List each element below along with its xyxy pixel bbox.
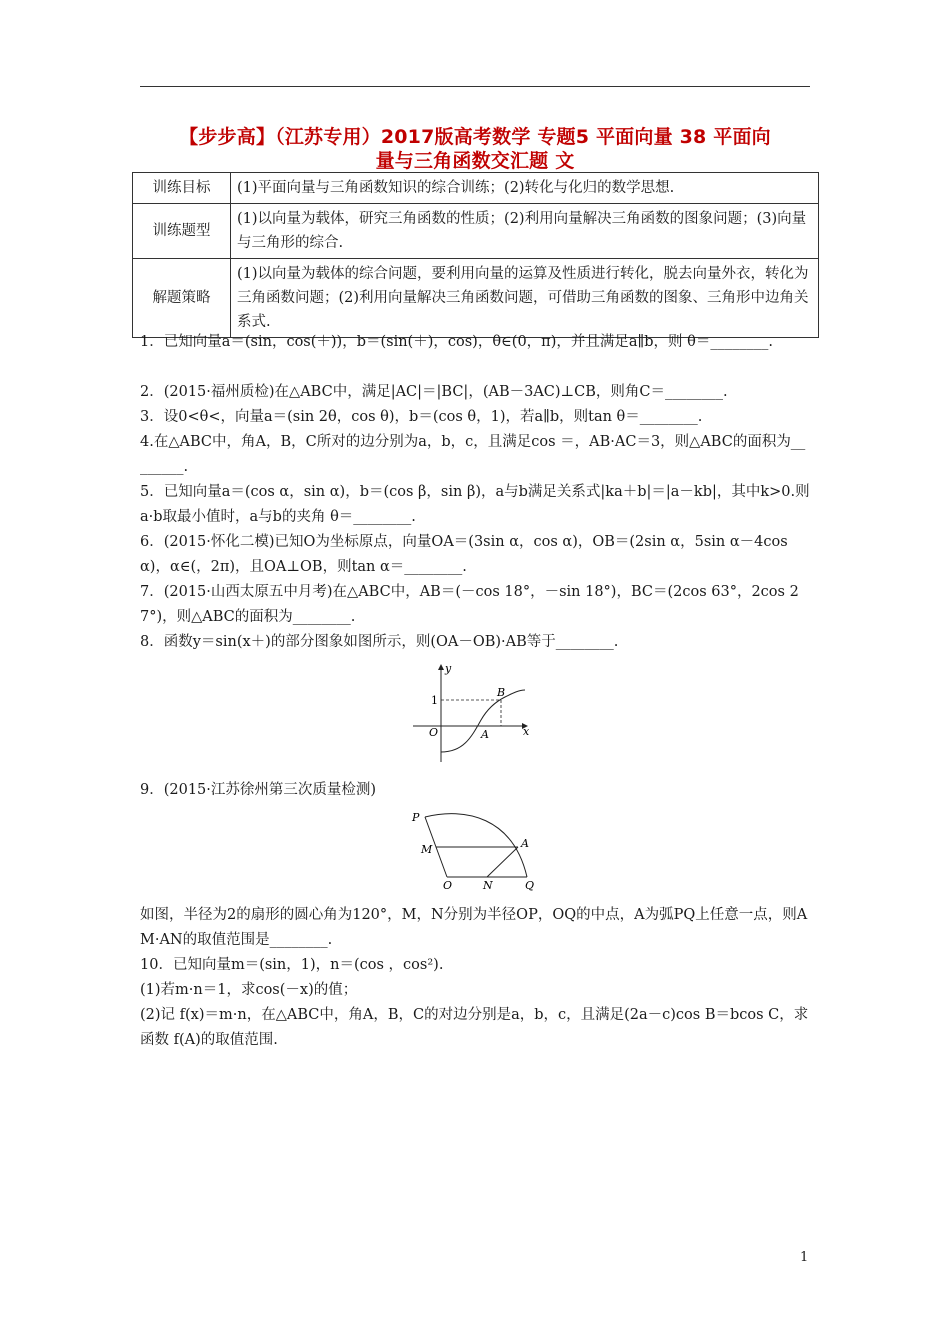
- segment-na: [487, 847, 518, 877]
- question-10: 10．已知向量m＝(sin，1)，n＝(cos ，cos²).: [140, 957, 444, 973]
- header-rule: [140, 86, 810, 87]
- table-row: [133, 204, 819, 259]
- row-content: (1)以向量为载体的综合问题，要利用向量的运算及性质进行转化，脱去向量外衣，转化为三角函数问题；(2)利用向量解决三角函数问题，可借助三角函数的图象、三角形中边角关系式.: [231, 259, 819, 338]
- question-9-body: 如图，半径为2的扇形的圆心角为120°，M，N分别为半径OP，OQ的中点，A为弧PQ上任意一点，则AM·AN的取值范围是________.: [140, 907, 808, 948]
- point-a-label: A: [521, 837, 529, 850]
- sine-graph-figure: [405, 660, 540, 770]
- row-label: 训练题型: [133, 204, 231, 259]
- document-title-line-1: 【步步高】（江苏专用）2017版高考数学 专题5 平面向量 38 平面向: [179, 126, 771, 148]
- question-10-part-1: (1)若m·n＝1，求cos(－x)的值；: [140, 982, 358, 998]
- table-row: [133, 173, 819, 204]
- training-info-table: [132, 172, 819, 338]
- question-6: 6．(2015·怀化二模)已知O为坐标原点，向量OA＝(3sin α，cos α)，OB＝(2sin α，5sin α－4cos α)，α∈(，2π)，且OA⊥OB，则tan α＝________.: [140, 534, 793, 575]
- question-3: 3．设0<θ<，向量a＝(sin 2θ，cos θ)，b＝(cos θ，1)，若a∥b，则tan θ＝________.: [140, 409, 703, 425]
- point-m-label: M: [421, 843, 433, 856]
- point-o-label: O: [443, 879, 453, 892]
- point-p-label: P: [412, 811, 420, 824]
- row-label: 解题策略: [133, 259, 231, 338]
- arc-pq: [425, 814, 527, 877]
- question-4: 4.在△ABC中，角A，B，C所对的边分别为a，b，c，且满足cos ＝，AB·AC＝3，则△ABC的面积为________.: [140, 434, 806, 475]
- question-2: 2．(2015·福州质检)在△ABC中，满足|AC|＝|BC|，(AB－3AC)⊥CB，则角C＝________.: [140, 384, 728, 400]
- question-7: 7．(2015·山西太原五中月考)在△ABC中，AB＝(－cos 18°，－sin 18°)，BC＝(2cos 63°，2cos 27°)，则△ABC的面积为________.: [140, 584, 799, 625]
- row-content: (1)以向量为载体，研究三角函数的性质；(2)利用向量解决三角函数的图象问题；(3)向量与三角形的综合.: [231, 204, 819, 259]
- page-number: 1: [800, 1250, 809, 1265]
- point-b-label: B: [497, 686, 506, 699]
- x-axis-label: x: [523, 725, 530, 738]
- point-a-label: A: [481, 728, 489, 741]
- point-q-label: Q: [525, 879, 535, 892]
- sector-figure: [405, 805, 545, 895]
- document-title-line-2: 量与三角函数交汇题 文: [375, 150, 575, 172]
- question-10-part-2: (2)记 f(x)＝m·n，在△ABC中，角A，B，C的对边分别是a，b，c，且满足(2a－c)cos B＝bcos C，求函数 f(A)的取值范围.: [140, 1007, 809, 1048]
- sine-curve: [441, 690, 525, 752]
- row-label: 训练目标: [133, 173, 231, 204]
- table-row: [133, 259, 819, 338]
- tick-label-1: 1: [431, 694, 438, 707]
- y-axis-label: y: [445, 662, 452, 675]
- question-1: 1．已知向量a＝(sin，cos(＋))，b＝(sin(＋)，cos)，θ∈(0，π)，并且满足a∥b，则 θ＝________.: [140, 334, 773, 350]
- row-content: (1)平面向量与三角函数知识的综合训练；(2)转化与化归的数学思想.: [231, 173, 819, 204]
- question-9: 9．(2015·江苏徐州第三次质量检测): [140, 782, 377, 798]
- origin-label: O: [429, 726, 439, 739]
- question-8: 8．函数y＝sin(x＋)的部分图象如图所示，则(OA－OB)·AB等于________.: [140, 634, 619, 650]
- point-n-label: N: [483, 879, 493, 892]
- question-5: 5．已知向量a＝(cos α，sin α)，b＝(cos β，sin β)，a与b满足关系式|ka＋b|＝|a－kb|，其中k>0.则a·b取最小值时，a与b的夹角 θ＝________.: [140, 484, 810, 525]
